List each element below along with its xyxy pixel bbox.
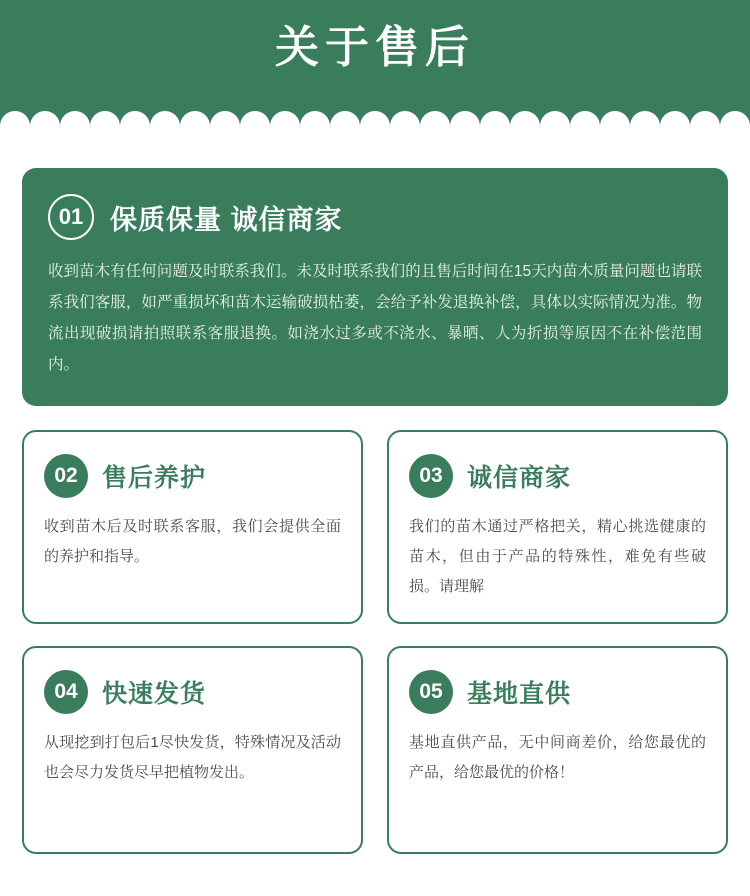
policy-card-04-header	[44, 670, 341, 714]
policy-card-03-text: 我们的苗木通过严格把关，精心挑选健康的苗木，但由于产品的特殊性，难免有些破损。请理解	[409, 518, 706, 595]
policy-card-03	[387, 430, 728, 624]
page-header	[0, 0, 750, 128]
content-area	[0, 128, 750, 896]
policy-card-05	[387, 646, 728, 854]
policy-card-03-title: 诚信商家	[467, 464, 572, 492]
policy-card-05-title: 基地直供	[467, 680, 572, 708]
policy-card-05-number: 05	[409, 670, 453, 714]
policy-card-04	[22, 646, 363, 854]
policy-card-04-number: 04	[44, 670, 88, 714]
policy-card-02-number: 02	[44, 454, 88, 498]
policy-card-04-text: 从现挖到打包后1尽快发货，特殊情况及活动也会尽力发货尽早把植物发出。	[44, 734, 341, 781]
policy-card-01-title: 保质保量 诚信商家	[110, 204, 343, 235]
page-title: 关于售后	[275, 23, 475, 72]
policy-card-02	[22, 430, 363, 624]
policy-card-01	[22, 168, 728, 406]
policy-card-03-number: 03	[409, 454, 453, 498]
policy-card-02-text: 收到苗木后及时联系客服，我们会提供全面的养护和指导。	[44, 518, 341, 565]
policy-card-02-title: 售后养护	[102, 464, 207, 492]
policy-card-04-title: 快速发货	[102, 680, 207, 708]
policy-card-02-header	[44, 454, 341, 498]
policy-card-05-header	[409, 670, 706, 714]
policy-card-01-header	[48, 194, 702, 240]
policy-card-grid	[22, 430, 728, 876]
policy-card-01-number: 01	[48, 194, 94, 240]
policy-card-05-text: 基地直供产品，无中间商差价，给您最优的产品，给您最优的价格！	[409, 734, 706, 781]
policy-card-03-header	[409, 454, 706, 498]
policy-card-01-text: 收到苗木有任何问题及时联系我们。未及时联系我们的且售后时间在15天内苗木质量问题也请联系我们客服，如严重损坏和苗木运输破损枯萎，会给予补发退换补偿，具体以实际情况为准。物流出现破损请拍照联系客服退换。如浇水过多或不浇水、暴晒、人为折损等原因不在补偿范围内。	[48, 263, 702, 373]
